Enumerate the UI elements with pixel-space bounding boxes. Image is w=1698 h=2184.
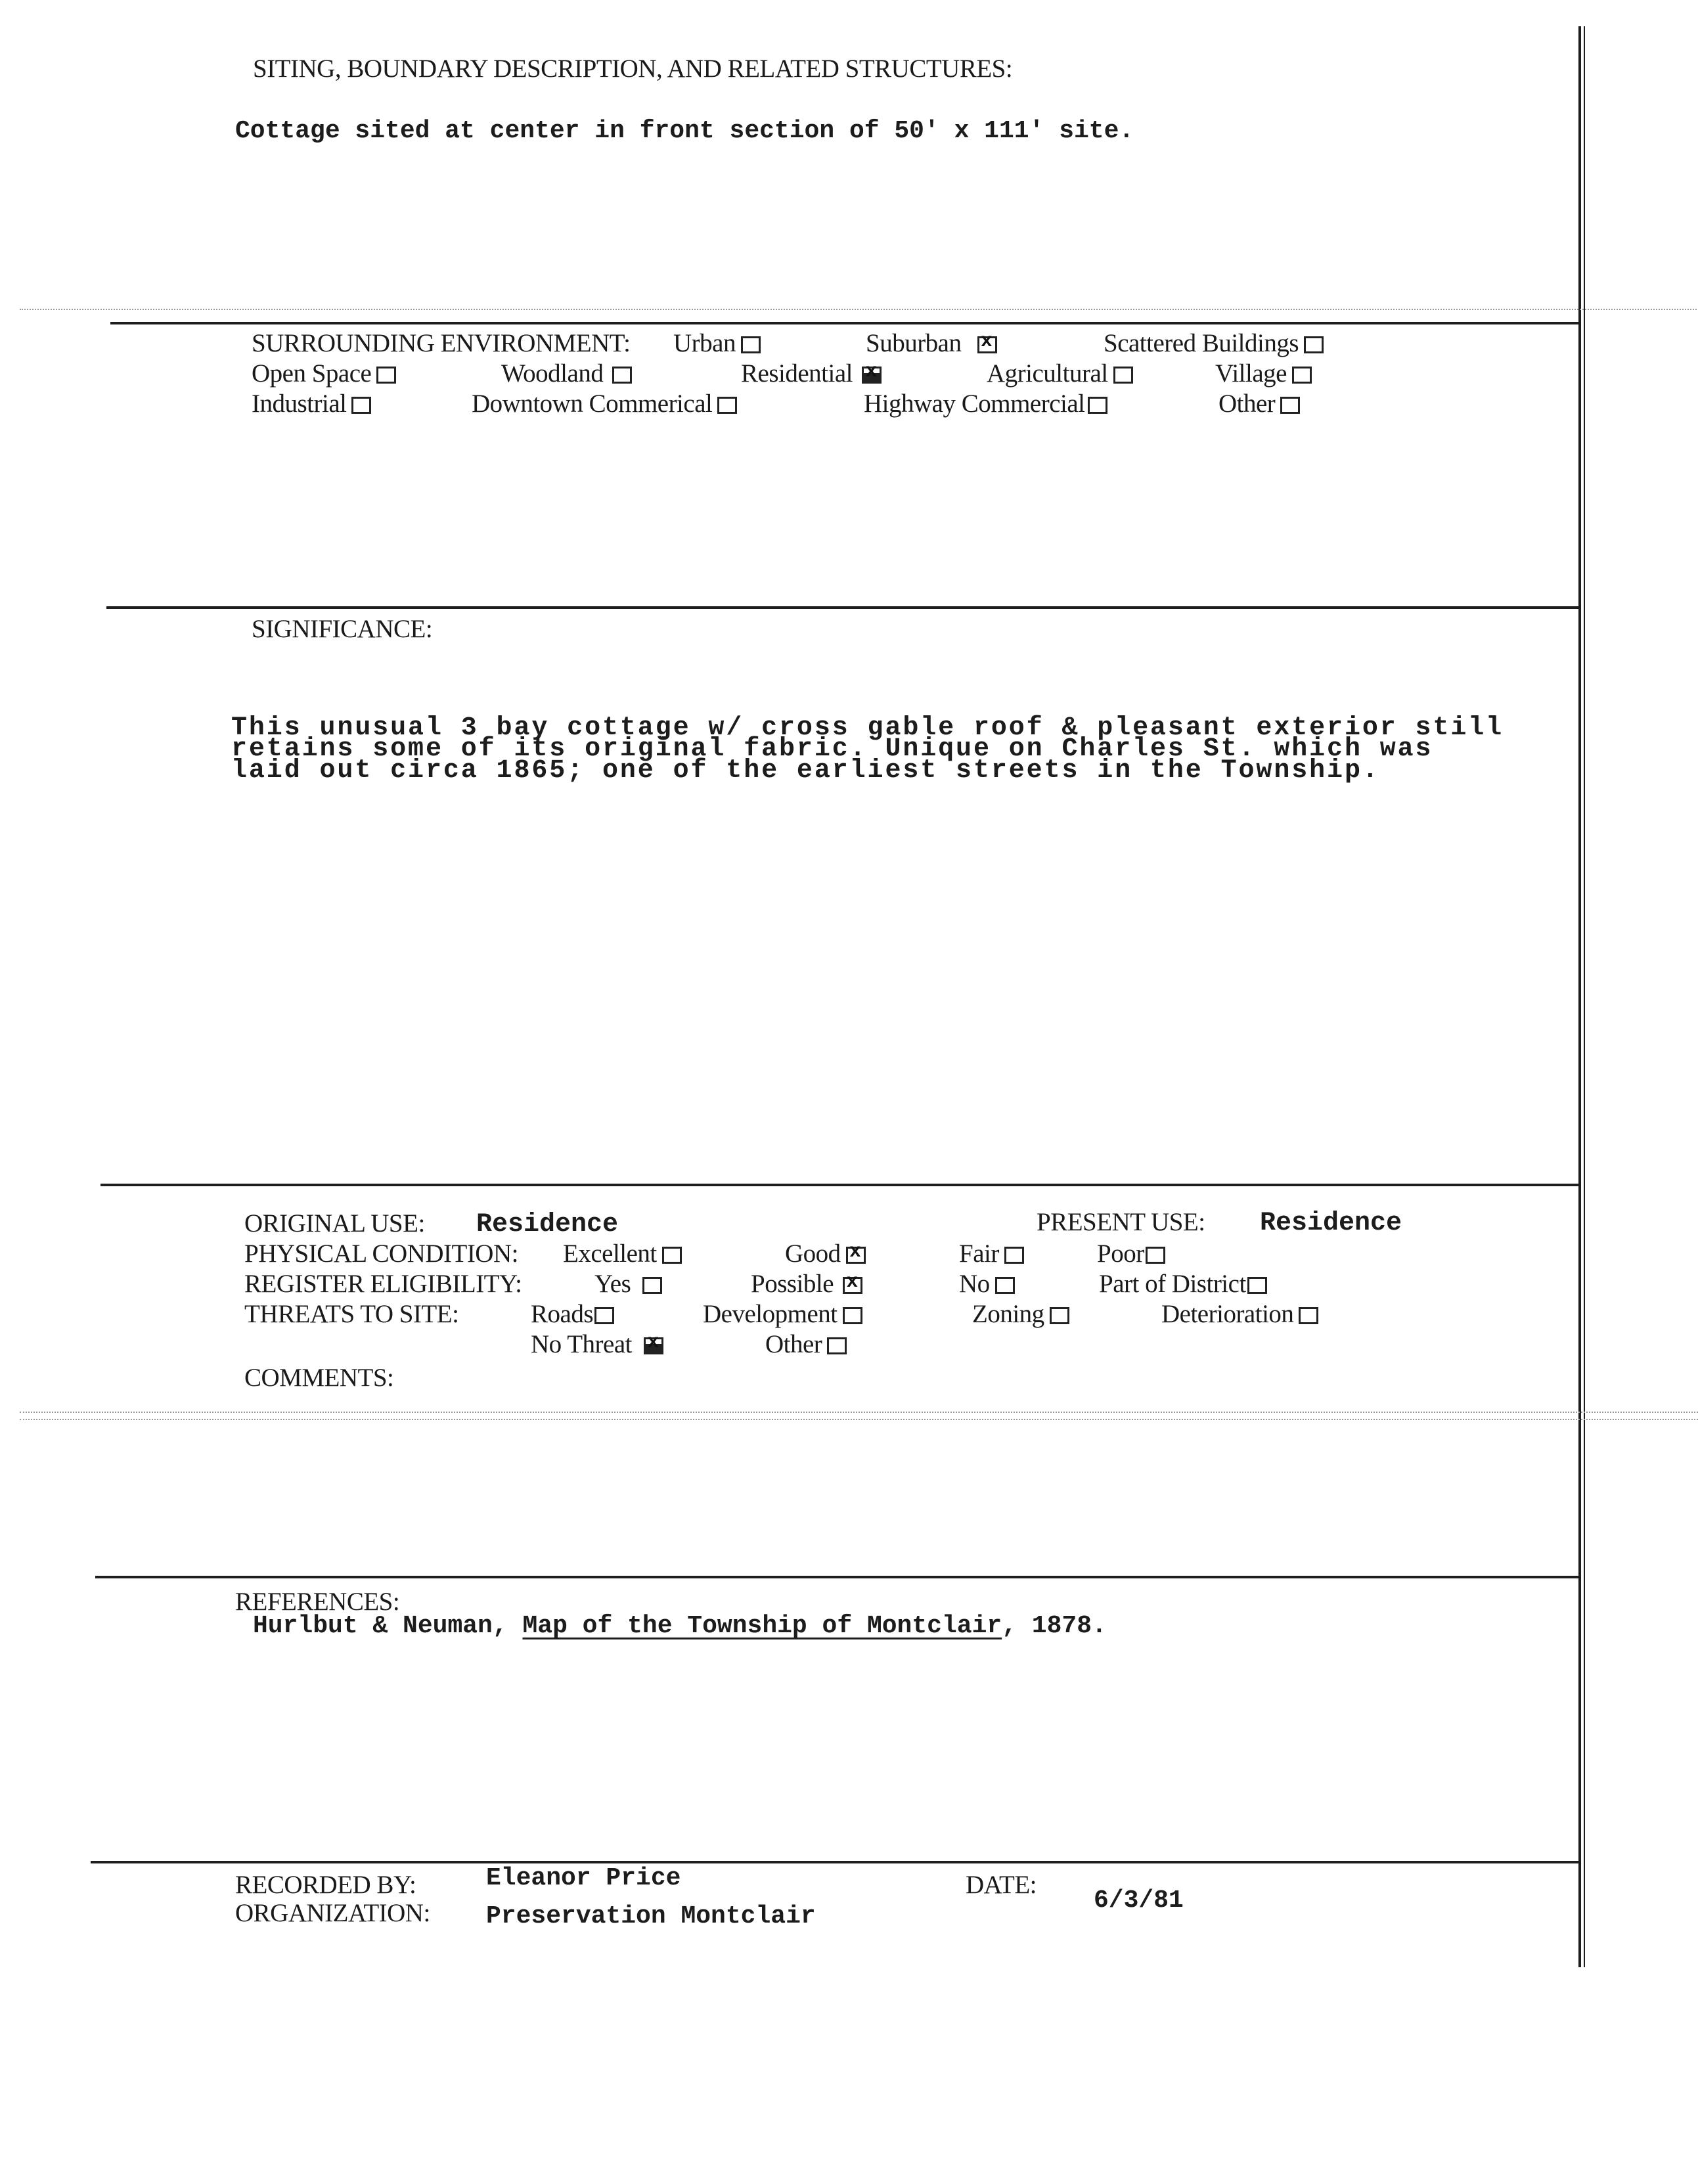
option-label: Excellent <box>563 1239 657 1268</box>
threat-option-roads[interactable] <box>531 1299 614 1329</box>
env-option-urban[interactable] <box>673 328 761 358</box>
threats-label: THREATS TO SITE: <box>244 1300 459 1328</box>
option-label: Urban <box>673 329 736 357</box>
checkbox-env-other[interactable] <box>1280 397 1300 414</box>
option-label: Other <box>765 1330 822 1358</box>
option-label: Roads <box>531 1300 593 1328</box>
recorded-by-label: RECORDED BY: <box>235 1871 416 1899</box>
checkbox-no-threat[interactable] <box>644 1337 663 1354</box>
checkbox-residential[interactable] <box>862 367 882 384</box>
option-label: Downtown Commerical <box>472 390 713 418</box>
env-option-downtown-commercial[interactable] <box>472 389 737 418</box>
reference-title: Map of the Township of Montclair <box>522 1612 1002 1640</box>
fold-dotted-line-lower-2 <box>20 1419 1698 1420</box>
original-use-value: Residence <box>476 1210 619 1239</box>
significance-line-2: retains some of its original fabric. Unique on Charles St. which was <box>231 734 1433 764</box>
present-use-label: PRESENT USE: <box>1037 1208 1205 1236</box>
option-label: Scattered Buildings <box>1104 329 1299 357</box>
checkbox-downtown-commercial[interactable] <box>717 397 737 414</box>
checkbox-threat-other[interactable] <box>827 1337 847 1354</box>
eligibility-option-no[interactable] <box>959 1269 1015 1299</box>
option-label: Open Space <box>252 359 372 388</box>
right-border-rule <box>1578 26 1581 1967</box>
environment-heading: SURROUNDING ENVIRONMENT: <box>252 329 631 357</box>
threat-option-other[interactable] <box>765 1329 847 1359</box>
significance-line-1: This unusual 3 bay cottage w/ cross gable roof & pleasant exterior still <box>231 713 1504 743</box>
right-border-rule-inner <box>1584 26 1585 1967</box>
original-use-label: ORIGINAL USE: <box>244 1209 425 1237</box>
eligibility-option-possible[interactable] <box>751 1269 862 1299</box>
checkbox-industrial[interactable] <box>351 397 371 414</box>
fold-dotted-line-lower-1 <box>20 1412 1698 1413</box>
checkbox-deterioration[interactable] <box>1299 1307 1318 1324</box>
comments-label: COMMENTS: <box>244 1364 394 1392</box>
env-option-residential[interactable] <box>741 359 882 388</box>
env-option-open-space[interactable] <box>252 359 396 388</box>
eligibility-option-part-of-district[interactable] <box>1099 1269 1267 1299</box>
env-option-suburban[interactable] <box>866 328 997 358</box>
checkbox-good[interactable] <box>846 1247 866 1264</box>
date-label: DATE: <box>966 1871 1037 1899</box>
checkbox-part-of-district[interactable] <box>1247 1277 1267 1294</box>
option-label: Possible <box>751 1270 834 1298</box>
checkbox-development[interactable] <box>843 1307 862 1324</box>
option-label: Poor <box>1097 1239 1144 1268</box>
checkbox-open-space[interactable] <box>376 367 396 384</box>
checkbox-poor[interactable] <box>1146 1247 1165 1264</box>
env-option-scattered-buildings[interactable] <box>1104 328 1324 358</box>
checkbox-highway-commercial[interactable] <box>1088 397 1107 414</box>
date-value: 6/3/81 <box>1094 1886 1184 1915</box>
option-label: Other <box>1218 390 1276 418</box>
present-use-value: Residence <box>1260 1209 1402 1238</box>
checkbox-zoning[interactable] <box>1050 1307 1069 1324</box>
checkbox-suburban[interactable] <box>977 336 997 353</box>
threat-option-zoning[interactable] <box>972 1299 1069 1329</box>
condition-option-good[interactable] <box>785 1239 866 1268</box>
option-label: Industrial <box>252 390 347 418</box>
condition-option-fair[interactable] <box>959 1239 1024 1268</box>
option-label: Development <box>703 1300 838 1328</box>
reference-tail: , 1878. <box>1002 1612 1107 1640</box>
option-label: Part of District <box>1099 1270 1246 1298</box>
physical-condition-label: PHYSICAL CONDITION: <box>244 1239 518 1268</box>
checkbox-fair[interactable] <box>1004 1247 1024 1264</box>
eligibility-option-yes[interactable] <box>594 1269 662 1299</box>
env-option-village[interactable] <box>1215 359 1312 388</box>
checkbox-roads[interactable] <box>594 1307 614 1324</box>
env-option-other[interactable] <box>1218 389 1300 418</box>
checkbox-agricultural[interactable] <box>1113 367 1133 384</box>
option-label: Fair <box>959 1239 999 1268</box>
threat-option-no-threat[interactable] <box>531 1329 663 1359</box>
env-option-woodland[interactable] <box>501 359 632 388</box>
siting-text: Cottage sited at center in front section of 50' x 111' site. <box>235 117 1134 145</box>
option-label: Highway Commercial <box>864 390 1085 418</box>
section-divider-significance <box>106 606 1580 609</box>
option-label: Woodland <box>501 359 604 388</box>
checkbox-village[interactable] <box>1292 367 1312 384</box>
reference-authors: Hurlbut & Neuman, <box>253 1612 523 1640</box>
condition-option-poor[interactable] <box>1097 1239 1165 1268</box>
option-label: Agricultural <box>987 359 1108 388</box>
condition-option-excellent[interactable] <box>563 1239 682 1268</box>
recorded-by-value: Eleanor Price <box>486 1864 681 1892</box>
env-option-industrial[interactable] <box>252 389 371 418</box>
option-label: No Threat <box>531 1330 632 1358</box>
organization-value: Preservation Montclair <box>486 1902 816 1930</box>
option-label: Village <box>1215 359 1287 388</box>
section-divider-use <box>101 1184 1580 1186</box>
option-label: Residential <box>741 359 853 388</box>
threat-option-deterioration[interactable] <box>1161 1299 1318 1329</box>
env-option-agricultural[interactable] <box>987 359 1133 388</box>
significance-line-3: laid out circa 1865; one of the earliest streets in the Township. <box>231 756 1380 786</box>
option-label: Deterioration <box>1161 1300 1294 1328</box>
checkbox-woodland[interactable] <box>612 367 632 384</box>
env-option-highway-commercial[interactable] <box>864 389 1107 418</box>
organization-label: ORGANIZATION: <box>235 1899 430 1927</box>
checkbox-yes[interactable] <box>642 1277 662 1294</box>
checkbox-excellent[interactable] <box>662 1247 682 1264</box>
checkbox-urban[interactable] <box>741 336 761 353</box>
option-label: Good <box>785 1239 841 1268</box>
section-divider-environment <box>110 322 1580 324</box>
section-divider-references-line <box>95 1576 1580 1578</box>
references-citation <box>253 1612 1107 1640</box>
checkbox-no[interactable] <box>995 1277 1015 1294</box>
siting-heading: SITING, BOUNDARY DESCRIPTION, AND RELATED STRUCTURES: <box>253 55 1013 83</box>
fold-dotted-line <box>20 309 1698 310</box>
option-label: No <box>959 1270 990 1298</box>
checkbox-scattered-buildings[interactable] <box>1304 336 1324 353</box>
section-divider-recorder <box>91 1861 1580 1863</box>
significance-heading: SIGNIFICANCE: <box>252 615 433 643</box>
references-heading: REFERENCES: <box>235 1588 400 1616</box>
option-label: Zoning <box>972 1300 1044 1328</box>
option-label: Suburban <box>866 329 962 357</box>
checkbox-possible[interactable] <box>843 1277 862 1294</box>
threat-option-development[interactable] <box>703 1299 862 1329</box>
register-eligibility-label: REGISTER ELIGIBILITY: <box>244 1270 522 1298</box>
option-label: Yes <box>594 1270 631 1298</box>
